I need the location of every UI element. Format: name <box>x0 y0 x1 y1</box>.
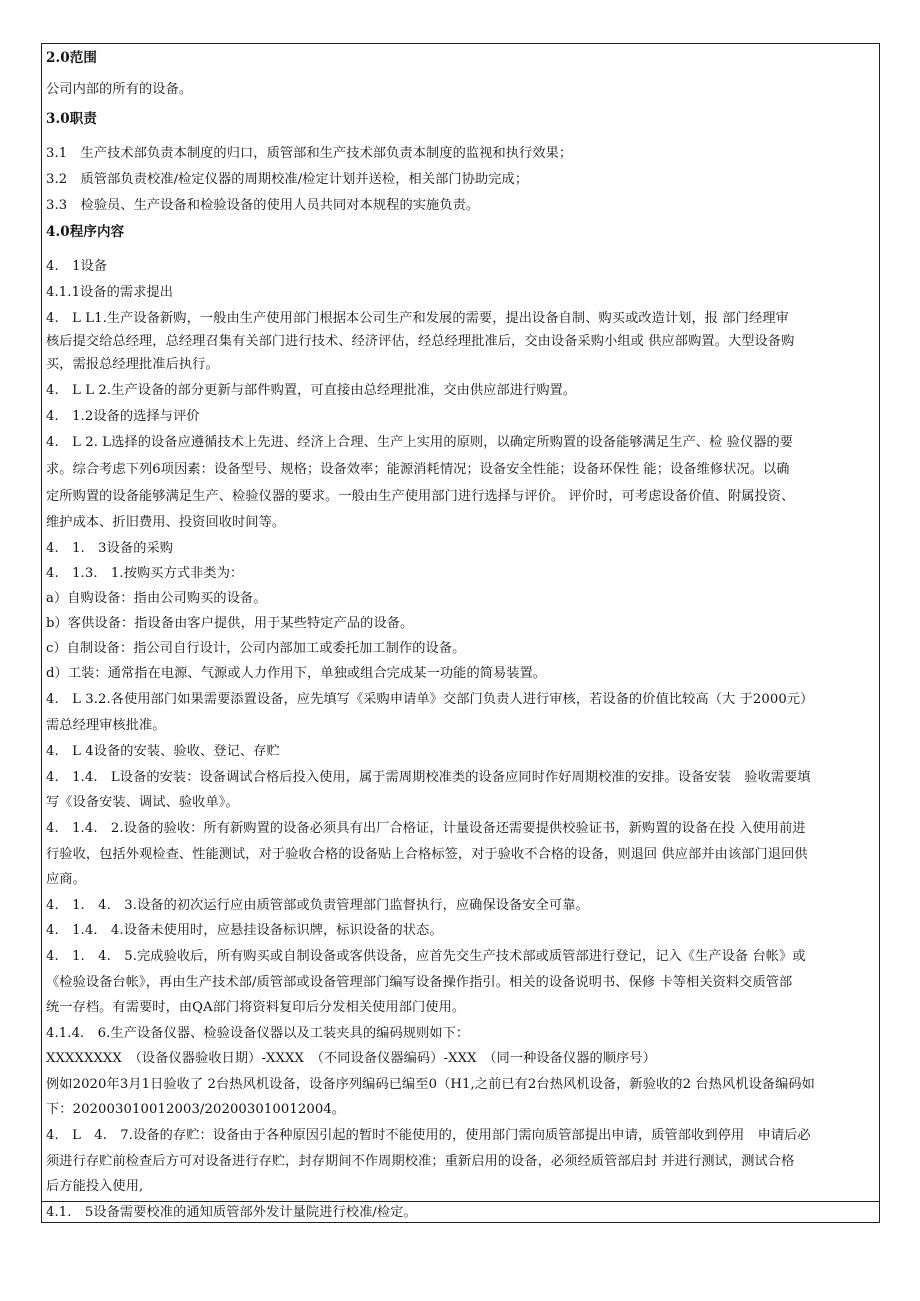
doc-line: 4. L L 2.生产设备的部分更新与部件购置，可直接由总经理批准，交由供应部进行购置。 <box>46 383 577 398</box>
doc-line: XXXXXXXX （设备仪器验收日期）-XXXX （不同设备仪器编码）-XXX （同一种设备仪器的顺序号） <box>46 1051 656 1066</box>
section-heading-scope: 2.0范围 <box>46 50 97 66</box>
doc-line: 4.1.1设备的需求提出 <box>46 285 174 300</box>
doc-line: 维护成本、折旧费用、投资回收时间等。 <box>46 515 286 530</box>
doc-line: 3.2 质管部负责校准/检定仪器的周期校准/检定计划并送检，相关部门协助完成； <box>46 172 529 187</box>
doc-line: 写《设备安装、调试、验收单》。 <box>46 795 239 810</box>
doc-line: 4. L 4设备的安装、验收、登记、存贮 <box>46 744 280 759</box>
doc-line: 须进行存贮前检查后方可对设备进行存贮，封存期间不作周期校准；重新启用的设备，必须经质管部启封 并进行测试，测试合格 <box>46 1154 795 1169</box>
row-divider <box>41 1201 880 1202</box>
doc-line: 4. L 3.2.各使用部门如果需要添置设备，应先填写《采购申请单》交部门负责人进行审核，若设备的价值比较高（大 于2000元） <box>46 692 814 707</box>
doc-line: 4. 1.4. 4.设备未使用时，应悬挂设备标识牌，标识设备的状态。 <box>46 923 443 938</box>
doc-line: 公司内部的所有的设备。 <box>46 82 193 97</box>
doc-line: 统一存档。有需要时，由QA部门将资料复印后分发相关使用部门使用。 <box>46 1000 466 1015</box>
doc-line: 4. 1.2设备的选择与评价 <box>46 409 200 424</box>
doc-line: 后方能投入使用, <box>46 1179 144 1194</box>
doc-line: 《检验设备台帐》，再由生产技术部/质管部或设备管理部门编写设备操作指引。相关的设备说明书、保修 卡等相关资料交质管部 <box>46 975 793 990</box>
doc-line: 3.3 检验员、生产设备和检验设备的使用人员共同对本规程的实施负责。 <box>46 198 480 213</box>
doc-line: 4. L 4. 7.设备的存贮：设备由于各种原因引起的暂时不能使用的，使用部门需向质管部提出申请，质管部收到停用 申请后必 <box>46 1128 811 1143</box>
doc-line: 4.1.4. 6.生产设备仪器、检验设备仪器以及工装夹具的编码规则如下： <box>46 1026 470 1041</box>
doc-line: 行验收，包括外观检查、性能测试，对于验收合格的设备贴上合格标签，对于验收不合格的设备，则退回 供应部并由该部门退回供 <box>46 847 808 862</box>
doc-line: d）工装：通常指在电源、气源或人力作用下，单独或组合完成某一功能的简易装置。 <box>46 666 547 681</box>
doc-line: 3.1 生产技术部负责本制度的归口，质管部和生产技术部负责本制度的监视和执行效果； <box>46 146 573 161</box>
doc-line: 4. 1. 4. 3.设备的初次运行应由质管部或负责管理部门监督执行，应确保设备安全可靠。 <box>46 898 589 913</box>
doc-line: 4. L 2. L选择的设备应遵循技术上先进、经济上合理、生产上实用的原则，以确定所购置的设备能够满足生产、检 验仪器的要 <box>46 435 794 450</box>
doc-line: 4. 1. 3设备的采购 <box>46 541 174 556</box>
doc-line: 定所购置的设备能够满足生产、检验仪器的要求。一般由生产使用部门进行选择与评价。 评价时，可考虑设备价值、附属投资、 <box>46 489 795 504</box>
doc-line: 核后提交给总经理，总经理召集有关部门进行技术、经济评估，经总经理批准后，交由设备采购小组或 供应部购置。大型设备购 <box>46 334 795 349</box>
doc-line: c）自制设备：指公司自行设计，公司内部加工或委托加工制作的设备。 <box>46 641 466 656</box>
doc-line: 应商。 <box>46 872 86 887</box>
doc-line: 4. 1.4. 2.设备的验收：所有新购置的设备必须具有出厂合格证，计量设备还需要提供校验证书，新购置的设备在投 入使用前进 <box>46 821 806 836</box>
doc-line: 4. L L1.生产设备新购，一般由生产使用部门根据本公司生产和发展的需要，提出设备自制、购买或改造计划，报 部门经理审 <box>46 311 789 326</box>
doc-line: a）自购设备：指由公司购买的设备。 <box>46 591 267 606</box>
doc-line: 4. 1. 4. 5.完成验收后，所有购买或自制设备或客供设备，应首先交生产技术部或质管部进行登记，记入《生产设备 台帐》或 <box>46 949 806 964</box>
doc-line: 4. 1.4. L设备的安装：设备调试合格后投入使用，属于需周期校准类的设备应同时作好周期校准的安排。设备安装 验收需要填 <box>46 770 811 785</box>
doc-line: 需总经理审核批准。 <box>46 718 166 733</box>
section-heading-responsibility: 3.0职责 <box>46 111 97 127</box>
doc-line: 4. 1.3. 1.按购买方式非类为： <box>46 566 244 581</box>
doc-line: 4. 1设备 <box>46 259 108 274</box>
doc-line: 下：202003010012003/202003010012004。 <box>46 1102 346 1117</box>
doc-line: 买，需报总经理批准后执行。 <box>46 357 219 372</box>
doc-line: 4.1. 5设备需要校准的通知质管部外发计量院进行校准/检定。 <box>46 1205 417 1220</box>
doc-line: b）客供设备：指设备由客户提供，用于某些特定产品的设备。 <box>46 616 414 631</box>
doc-line: 例如2020年3月1日验收了 2台热风机设备，设备序列编码已编至0（H1,之前已有2台热风机设备，新验收的2 台热风机设备编码如 <box>46 1077 815 1092</box>
section-heading-procedure: 4.0程序内容 <box>46 224 125 240</box>
document-frame <box>41 43 880 1223</box>
doc-line: 求。综合考虑下列6项因素：设备型号、规格；设备效率；能源消耗情况；设备安全性能；设备环保性 能；设备维修状况。以确 <box>46 462 790 477</box>
